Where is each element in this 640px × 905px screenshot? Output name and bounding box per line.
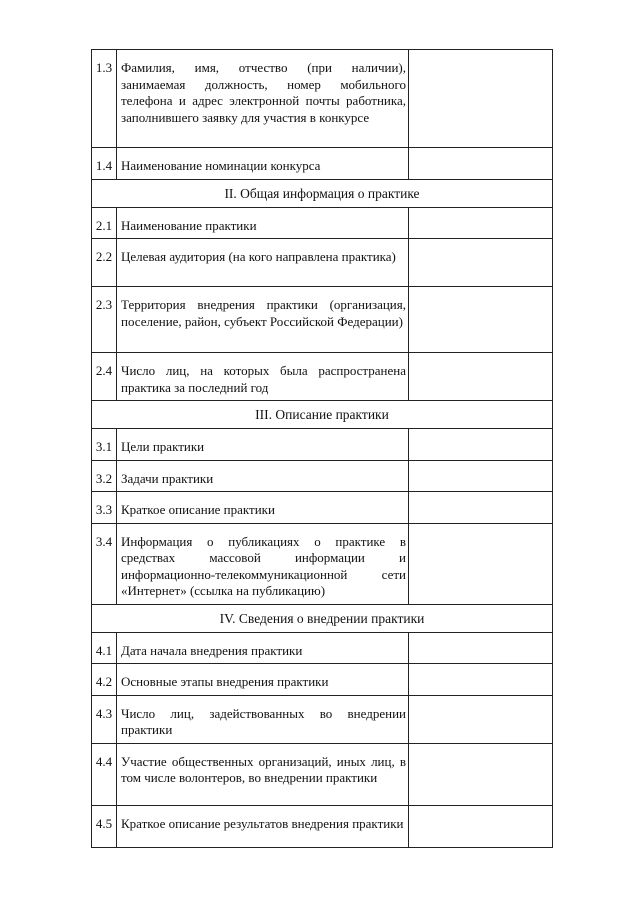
table-row bbox=[92, 207, 553, 239]
row-number: 4.5 bbox=[92, 805, 117, 847]
row-number: 3.4 bbox=[92, 523, 117, 604]
section-header-row bbox=[92, 179, 553, 207]
row-label: Фамилия, имя, отчество (при наличии), занимаемая должность, номер мобильного телефона и адрес электронной почты работника, заполнившего заявку для участия в конкурсе bbox=[117, 50, 409, 148]
row-label: Число лиц, задействованных во внедрении практики bbox=[117, 695, 409, 743]
row-value-cell[interactable] bbox=[409, 460, 553, 492]
row-number: 3.2 bbox=[92, 460, 117, 492]
table-row bbox=[92, 287, 553, 353]
table-row bbox=[92, 353, 553, 401]
section-title: III. Описание практики bbox=[92, 401, 553, 429]
row-number: 2.2 bbox=[92, 239, 117, 287]
table-row bbox=[92, 492, 553, 524]
row-value-cell[interactable] bbox=[409, 239, 553, 287]
row-number: 1.4 bbox=[92, 148, 117, 180]
row-value-cell[interactable] bbox=[409, 743, 553, 805]
row-value-cell[interactable] bbox=[409, 429, 553, 461]
table-row bbox=[92, 239, 553, 287]
row-number: 2.1 bbox=[92, 207, 117, 239]
table-row bbox=[92, 429, 553, 461]
row-value-cell[interactable] bbox=[409, 805, 553, 847]
row-value-cell[interactable] bbox=[409, 148, 553, 180]
row-label: Территория внедрения практики (организация, поселение, район, субъект Российской Федерации) bbox=[117, 287, 409, 353]
row-value-cell[interactable] bbox=[409, 50, 553, 148]
row-label: Информация о публикациях о практике в средствах массовой информации и информационно-телекоммуникационной сети «Интернет» (ссылка на публикацию) bbox=[117, 523, 409, 604]
section-header-row bbox=[92, 604, 553, 632]
row-number: 3.3 bbox=[92, 492, 117, 524]
table-row bbox=[92, 805, 553, 847]
row-label: Дата начала внедрения практики bbox=[117, 632, 409, 664]
section-title: II. Общая информация о практике bbox=[92, 179, 553, 207]
row-value-cell[interactable] bbox=[409, 664, 553, 696]
row-number: 4.1 bbox=[92, 632, 117, 664]
row-value-cell[interactable] bbox=[409, 353, 553, 401]
row-number: 4.3 bbox=[92, 695, 117, 743]
row-value-cell[interactable] bbox=[409, 523, 553, 604]
row-value-cell[interactable] bbox=[409, 492, 553, 524]
table-row bbox=[92, 523, 553, 604]
row-value-cell[interactable] bbox=[409, 695, 553, 743]
row-number: 1.3 bbox=[92, 50, 117, 148]
row-label: Задачи практики bbox=[117, 460, 409, 492]
row-label: Наименование практики bbox=[117, 207, 409, 239]
section-title: IV. Сведения о внедрении практики bbox=[92, 604, 553, 632]
table-row bbox=[92, 695, 553, 743]
row-label: Число лиц, на которых была распространена практика за последний год bbox=[117, 353, 409, 401]
row-value-cell[interactable] bbox=[409, 287, 553, 353]
row-label: Цели практики bbox=[117, 429, 409, 461]
table-row bbox=[92, 460, 553, 492]
table-row bbox=[92, 743, 553, 805]
row-label: Краткое описание результатов внедрения практики bbox=[117, 805, 409, 847]
table-row bbox=[92, 50, 553, 148]
table-row bbox=[92, 632, 553, 664]
row-label: Наименование номинации конкурса bbox=[117, 148, 409, 180]
table-row bbox=[92, 148, 553, 180]
row-number: 4.2 bbox=[92, 664, 117, 696]
row-label: Краткое описание практики bbox=[117, 492, 409, 524]
section-header-row bbox=[92, 401, 553, 429]
row-number: 2.3 bbox=[92, 287, 117, 353]
row-value-cell[interactable] bbox=[409, 632, 553, 664]
table-row bbox=[92, 664, 553, 696]
row-label: Целевая аудитория (на кого направлена практика) bbox=[117, 239, 409, 287]
form-table-body bbox=[92, 50, 553, 848]
row-number: 3.1 bbox=[92, 429, 117, 461]
row-number: 4.4 bbox=[92, 743, 117, 805]
row-label: Участие общественных организаций, иных лиц, в том числе волонтеров, во внедрении практики bbox=[117, 743, 409, 805]
row-label: Основные этапы внедрения практики bbox=[117, 664, 409, 696]
application-form-table bbox=[91, 49, 553, 848]
row-number: 2.4 bbox=[92, 353, 117, 401]
row-value-cell[interactable] bbox=[409, 207, 553, 239]
